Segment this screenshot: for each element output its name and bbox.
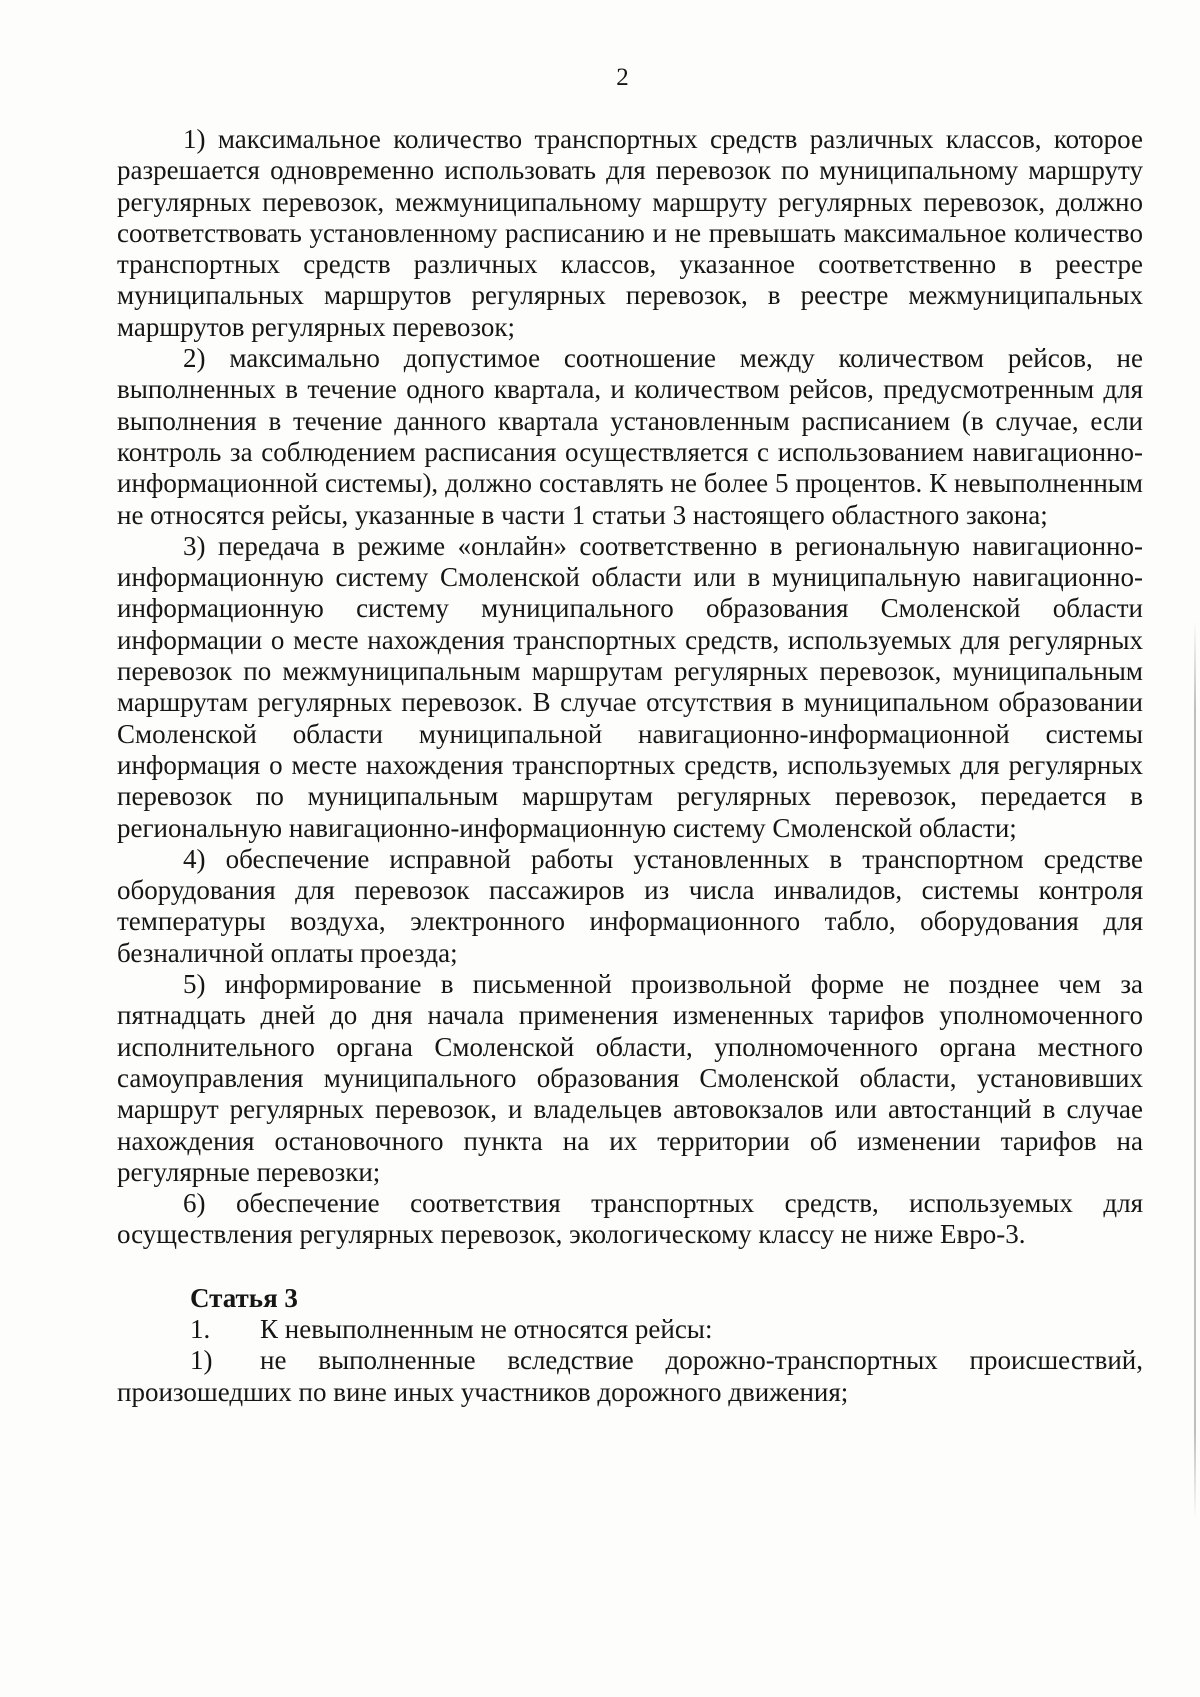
document-body (117, 124, 1143, 1408)
article-part-1-number: 1. (190, 1313, 211, 1344)
page-number: 2 (616, 64, 629, 91)
scan-edge-shadow (1194, 620, 1196, 1520)
article-heading: Статья 3 (190, 1282, 298, 1313)
paragraph-5: 5) информирование в письменной произвольной форме не позднее чем за пятнадцать дней до дня начала применения измененных тарифов уполномоченного исполнительного органа Смоленской области, уполномоченного органа местного самоуправления муниципального образования Смоленской области, установивших маршрут регулярных перевозок, и владельцев автовокзалов или автостанций в случае нахождения остановочного пункта на их территории об изменении тарифов на регулярные перевозки; (117, 969, 1143, 1187)
article-part-1-text: К невыполненным не относятся рейсы: (260, 1313, 713, 1344)
paragraph-1: 1) максимальное количество транспортных средств различных классов, которое разрешается одновременно использовать для перевозок по муниципальному маршруту регулярных перевозок, межмуниципальному маршруту регулярных перевозок, должно соответствовать установленному расписанию и не превышать максимальное количество транспортных средств различных классов, указанное соответственно в реестре муниципальных маршрутов регулярных перевозок, в реестре межмуниципальных маршрутов регулярных перевозок; (117, 124, 1143, 342)
paragraph-2: 2) максимально допустимое соотношение между количеством рейсов, не выполненных в течение одного квартала, и количеством рейсов, предусмотренным для выполнения в течение данного квартала установленным расписанием (в случае, если контроль за соблюдением расписания осуществляется с использованием навигационно-информационной системы), должно составлять не более 5 процентов. К невыполненным не относятся рейсы, указанные в части 1 статьи 3 настоящего областного закона; (117, 343, 1143, 530)
paragraph-6: 6) обеспечение соответствия транспортных средств, используемых для осуществления регулярных перевозок, экологическому классу не ниже Евро-3. (117, 1188, 1143, 1250)
article-part-1 (117, 1314, 1143, 1345)
article-item-1 (117, 1345, 1143, 1408)
article-item-1-text: не выполненные вследствие дорожно-транспортных происшествий, произошедших по вине иных участников дорожного движения; (117, 1345, 1143, 1407)
article-item-1-number: 1) (190, 1345, 213, 1376)
paragraph-3: 3) передача в режиме «онлайн» соответственно в региональную навигационно-информационную систему Смоленской области или в муниципальную навигационно-информационную систему муниципального образования Смоленской области информации о месте нахождения транспортных средств, используемых для регулярных перевозок по межмуниципальным маршрутам регулярных перевозок, муниципальным маршрутам регулярных перевозок. В случае отсутствия в муниципальном образовании Смоленской области муниципальной навигационно-информационной системы информация о месте нахождения транспортных средств, используемых для регулярных перевозок по муниципальным маршрутам регулярных перевозок, передается в региональную навигационно-информационную систему Смоленской области; (117, 530, 1143, 843)
paragraph-4: 4) обеспечение исправной работы установленных в транспортном средстве оборудования для перевозок пассажиров из числа инвалидов, системы контроля температуры воздуха, электронного информационного табло, оборудования для безналичной оплаты проезда; (117, 843, 1143, 968)
